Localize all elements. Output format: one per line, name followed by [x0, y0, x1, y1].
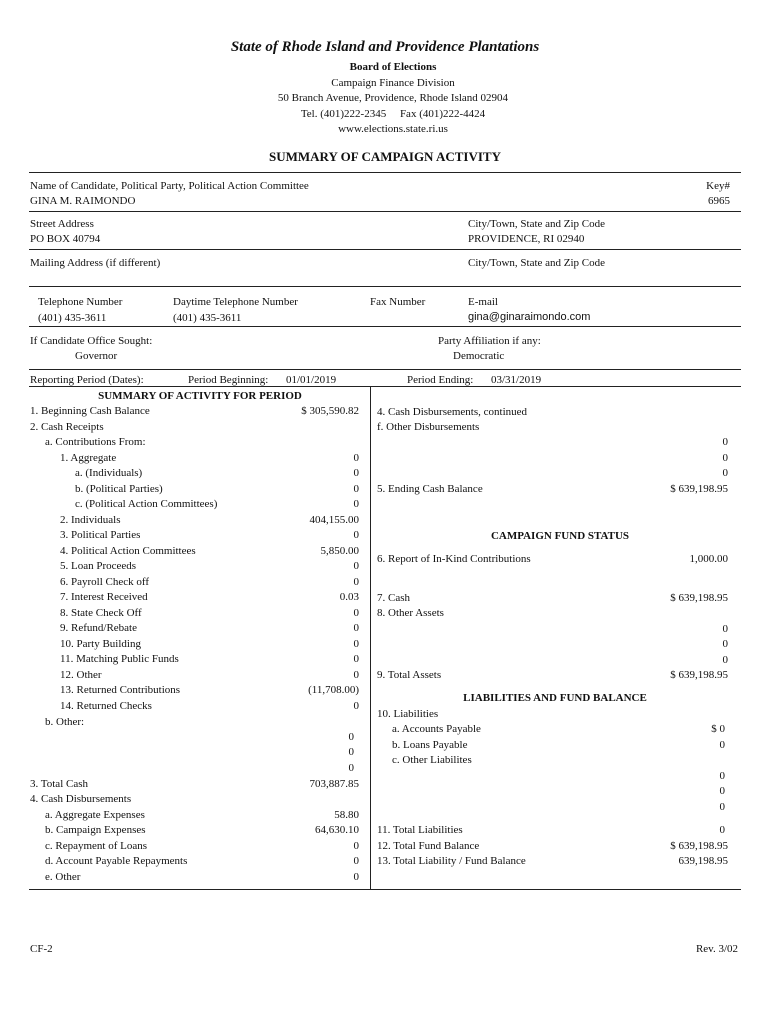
summary-row-value: $ 305,590.82: [301, 405, 359, 417]
state-title: State of Rhode Island and Providence Plantations: [230, 39, 540, 55]
form-id: CF-2: [30, 943, 53, 955]
street-value: PO BOX 40794: [30, 233, 101, 245]
accounts-payable-label: a. Accounts Payable: [392, 723, 481, 735]
summary-row-label: b. Campaign Expenses: [45, 824, 146, 836]
summary-row-value: 0: [353, 855, 359, 867]
summary-row-label: 10. Party Building: [60, 638, 141, 650]
summary-row-label: a. Aggregate Expenses: [45, 809, 145, 821]
office-value: Governor: [75, 350, 118, 362]
divider: [29, 286, 741, 287]
party-value: Democratic: [453, 350, 505, 362]
city-value: PROVIDENCE, RI 02940: [468, 233, 585, 245]
summary-row-label: 13. Returned Contributions: [60, 684, 181, 696]
other-disb-label: f. Other Disbursements: [377, 421, 480, 433]
summary-row-value: 0: [353, 700, 359, 712]
key-label: Key#: [706, 180, 730, 192]
divider: [29, 249, 741, 250]
phone-label: Telephone Number: [38, 296, 123, 308]
summary-row-label: 11. Matching Public Funds: [60, 653, 179, 665]
mailing-city-label: City/Town, State and Zip Code: [468, 257, 606, 269]
period-begin-value: 01/01/2019: [286, 374, 337, 386]
summary-row-value: 0: [353, 669, 359, 681]
total-assets-label: 9. Total Assets: [377, 669, 442, 681]
loans-payable-label: b. Loans Payable: [392, 739, 468, 751]
summary-row-label: c. (Political Action Committees): [75, 498, 218, 510]
other-receipt-value: 0: [348, 762, 354, 774]
divider: [29, 889, 741, 890]
summary-row-label: 3. Political Parties: [60, 529, 141, 541]
summary-row-value: 0.03: [339, 591, 359, 603]
summary-row-label: 7. Interest Received: [60, 591, 148, 603]
summary-row-value: 404,155.00: [309, 514, 359, 526]
divider: [29, 386, 741, 387]
summary-row-label: c. Repayment of Loans: [45, 840, 148, 852]
other-receipt-value: 0: [348, 731, 354, 743]
other-liabilities-label: c. Other Liabilites: [392, 754, 472, 766]
summary-row-value: 58.80: [334, 809, 359, 821]
summary-row-label: 2. Cash Receipts: [30, 421, 104, 433]
summary-row-value: 0: [353, 452, 359, 464]
summary-row-label: 8. State Check Off: [60, 607, 142, 619]
board-name: Board of Elections: [349, 61, 437, 73]
summary-row-label: b. (Political Parties): [75, 483, 163, 495]
summary-row-value: 0: [353, 529, 359, 541]
divider: [29, 211, 741, 212]
inkind-label: 6. Report of In-Kind Contributions: [377, 553, 531, 565]
summary-row-label: 5. Loan Proceeds: [60, 560, 137, 572]
total-lf-value: 639,198.95: [678, 855, 728, 867]
summary-row-value: 0: [353, 467, 359, 479]
office-label: If Candidate Office Sought:: [30, 335, 153, 347]
summary-row-value: 0: [353, 840, 359, 852]
total-liabilities-label: 11. Total Liabilities: [377, 824, 463, 836]
summary-row-value: 0: [353, 622, 359, 634]
board-address: 50 Branch Avenue, Providence, Rhode Island 02904: [277, 92, 509, 104]
summary-row-label: 9. Refund/Rebate: [60, 622, 137, 634]
summary-row-label: 14. Returned Checks: [60, 700, 152, 712]
other-disb-value: 0: [722, 467, 728, 479]
other-receipt-value: 0: [348, 746, 354, 758]
board-website: www.elections.state.ri.us: [338, 123, 448, 135]
other-assets-label: 8. Other Assets: [377, 607, 444, 619]
summary-row-label: 1. Aggregate: [60, 452, 117, 464]
accounts-payable-value: $ 0: [711, 723, 725, 735]
other-assets-value: 0: [722, 623, 728, 635]
email-value: gina@ginaraimondo.com: [468, 311, 591, 323]
divider: [29, 172, 741, 173]
name-label: Name of Candidate, Political Party, Political Action Committee: [30, 180, 309, 192]
summary-row-value: 0: [353, 483, 359, 495]
summary-row-label: a. Contributions From:: [45, 436, 146, 448]
fax-label: Fax Number: [370, 296, 426, 308]
summary-row-label: 2. Individuals: [60, 514, 121, 526]
summary-row-label: b. Other:: [45, 716, 85, 728]
mailing-label: Mailing Address (if different): [30, 257, 161, 269]
loans-payable-value: 0: [719, 739, 725, 751]
total-fund-value: $ 639,198.95: [670, 840, 728, 852]
divider: [29, 326, 741, 327]
other-liabilities-value: 0: [719, 770, 725, 782]
ending-value: $ 639,198.95: [670, 483, 728, 495]
total-assets-value: $ 639,198.95: [670, 669, 728, 681]
party-label: Party Affiliation if any:: [438, 335, 541, 347]
phone-value: (401) 435-3611: [38, 312, 107, 324]
period-label: Reporting Period (Dates):: [30, 374, 144, 386]
summary-row-value: 0: [353, 871, 359, 883]
left-section-title: SUMMARY OF ACTIVITY FOR PERIOD: [98, 390, 302, 402]
summary-row-label: 3. Total Cash: [30, 778, 88, 790]
summary-row-label: a. (Individuals): [75, 467, 143, 479]
summary-row-label: 6. Payroll Check off: [60, 576, 150, 588]
summary-row-value: 0: [353, 638, 359, 650]
ending-label: 5. Ending Cash Balance: [377, 483, 483, 495]
summary-row-label: 4. Political Action Committees: [60, 545, 196, 557]
total-liabilities-value: 0: [719, 824, 725, 836]
liabilities-title: LIABILITIES AND FUND BALANCE: [463, 692, 647, 704]
division-name: Campaign Finance Division: [331, 77, 455, 89]
summary-row-label: 1. Beginning Cash Balance: [30, 405, 150, 417]
candidate-name: GINA M. RAIMONDO: [30, 195, 136, 207]
street-label: Street Address: [30, 218, 94, 230]
summary-row-value: 0: [353, 498, 359, 510]
divider: [29, 369, 741, 370]
summary-row-value: 703,887.85: [309, 778, 359, 790]
summary-row-value: 0: [353, 560, 359, 572]
disb-cont-label: 4. Cash Disbursements, continued: [377, 406, 528, 418]
total-lf-label: 13. Total Liability / Fund Balance: [377, 855, 526, 867]
summary-row-label: e. Other: [45, 871, 81, 883]
inkind-value: 1,000.00: [689, 553, 728, 565]
summary-row-value: 0: [353, 576, 359, 588]
other-disb-value: 0: [722, 452, 728, 464]
board-phone: Tel. (401)222-2345 Fax (401)222-4424: [300, 108, 486, 120]
fund-status-title: CAMPAIGN FUND STATUS: [490, 530, 630, 542]
cash-label: 7. Cash: [377, 592, 410, 604]
day-phone-value: (401) 435-3611: [173, 312, 242, 324]
other-assets-value: 0: [722, 654, 728, 666]
city-label: City/Town, State and Zip Code: [468, 218, 606, 230]
summary-row-label: 12. Other: [60, 669, 102, 681]
cash-value: $ 639,198.95: [670, 592, 728, 604]
other-liabilities-value: 0: [719, 801, 725, 813]
period-begin-label: Period Beginning:: [188, 374, 269, 386]
email-label: E-mail: [468, 296, 498, 308]
period-end-value: 03/31/2019: [491, 374, 542, 386]
other-liabilities-value: 0: [719, 785, 725, 797]
summary-row-label: d. Account Payable Repayments: [45, 855, 188, 867]
summary-row-value: 0: [353, 607, 359, 619]
total-fund-label: 12. Total Fund Balance: [377, 840, 480, 852]
summary-row-value: 0: [353, 653, 359, 665]
day-phone-label: Daytime Telephone Number: [173, 296, 298, 308]
revision: Rev. 3/02: [695, 943, 738, 955]
key-value: 6965: [708, 195, 730, 207]
period-end-label: Period Ending:: [407, 374, 474, 386]
summary-row-value: (11,708.00): [308, 684, 359, 696]
other-assets-value: 0: [722, 638, 728, 650]
summary-row-value: 64,630.10: [315, 824, 359, 836]
other-disb-value: 0: [722, 436, 728, 448]
summary-row-value: 5,850.00: [320, 545, 359, 557]
summary-row-label: 4. Cash Disbursements: [30, 793, 132, 805]
liabilities-label: 10. Liabilities: [377, 708, 439, 720]
form-title: SUMMARY OF CAMPAIGN ACTIVITY: [269, 149, 501, 164]
column-divider: [370, 386, 371, 889]
